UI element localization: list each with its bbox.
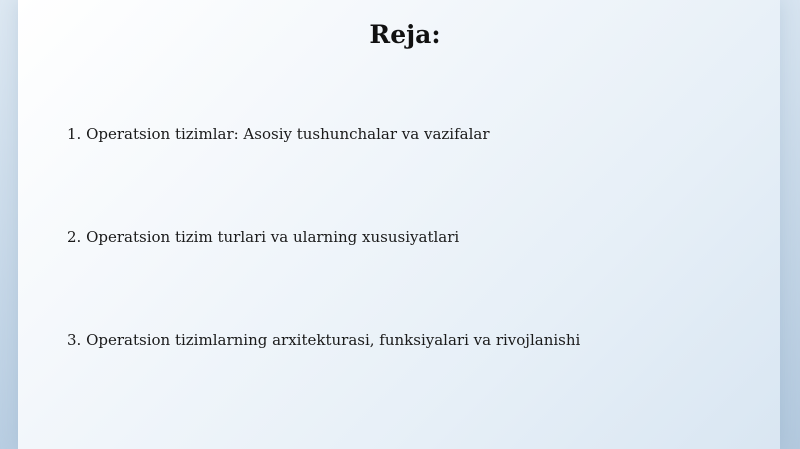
slide-canvas (18, 0, 780, 449)
slide-left-edge (0, 0, 18, 449)
slide-title: Reja: (369, 20, 441, 49)
plan-item-2: 2. Operatsion tizim turlari va ularning xususiyatlari (67, 228, 460, 246)
plan-item-1: 1. Operatsion tizimlar: Asosiy tushunchalar va vazifalar (67, 125, 490, 143)
slide-right-edge (780, 0, 800, 449)
plan-item-3: 3. Operatsion tizimlarning arxitekturasi, funksiyalari va rivojlanishi (67, 331, 581, 349)
